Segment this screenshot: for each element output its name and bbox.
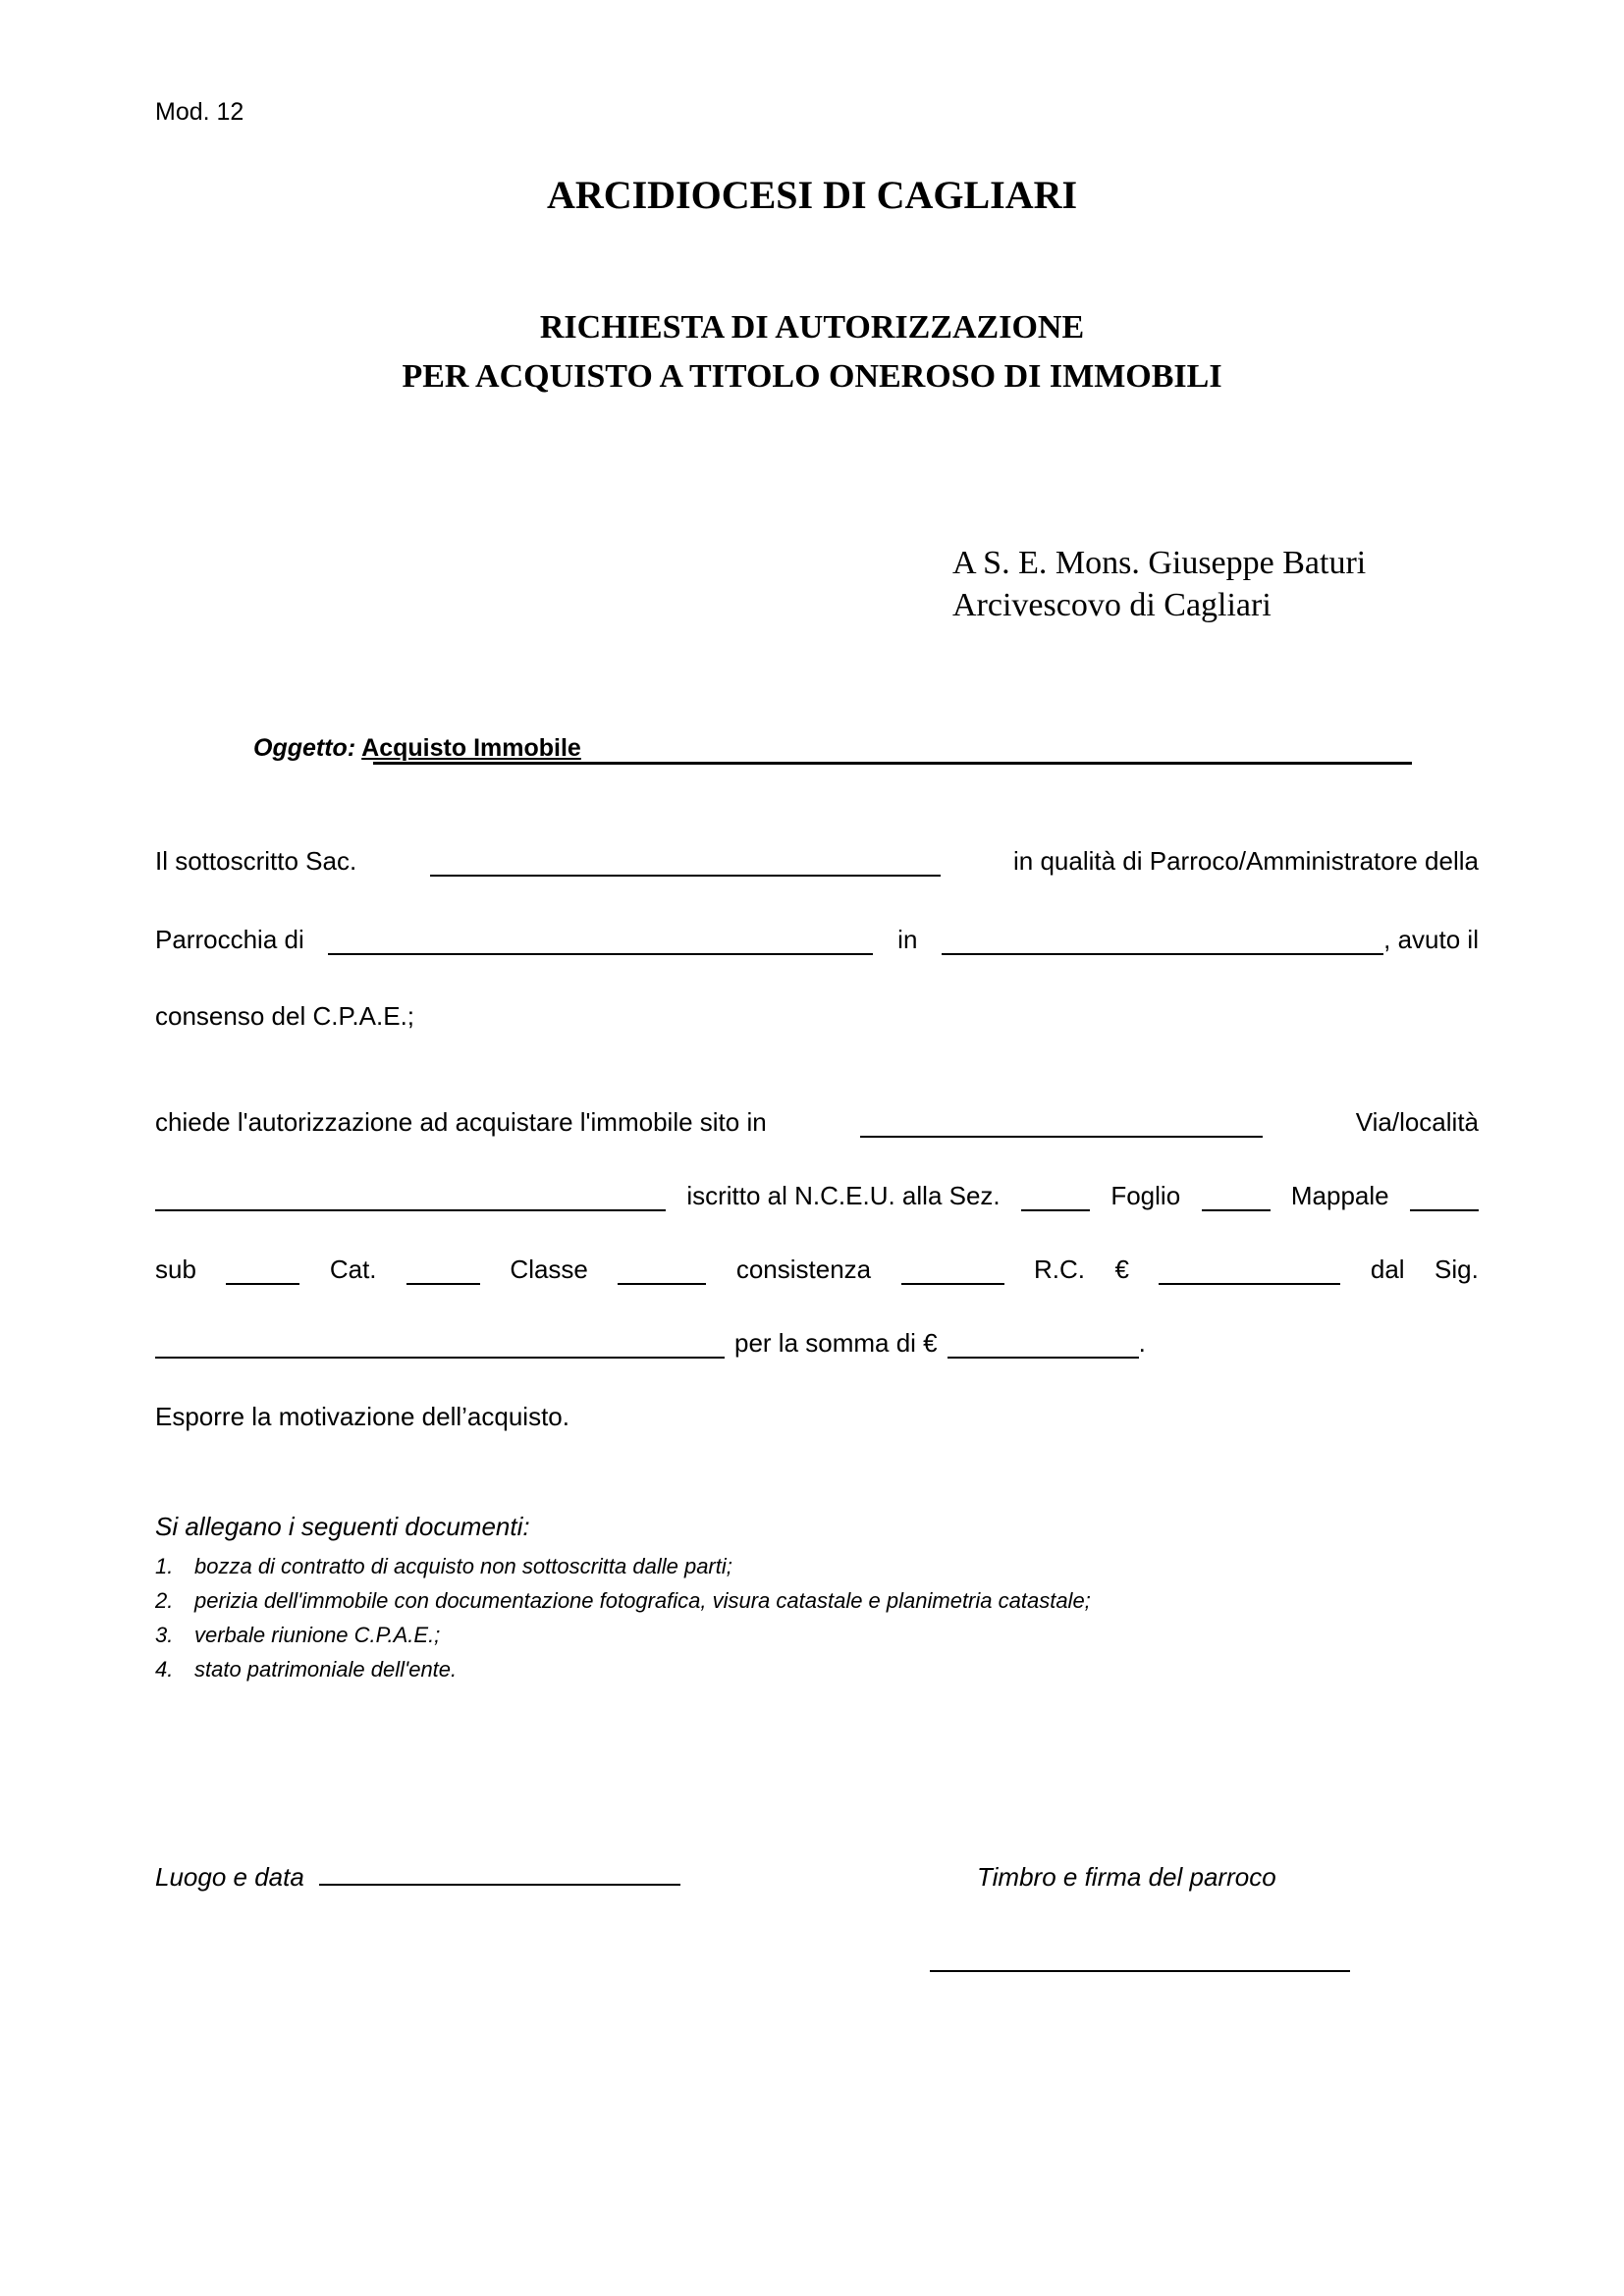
mr-label: Sig.	[1435, 1255, 1479, 1284]
parish-location-field[interactable]	[942, 932, 1383, 955]
attachment-item	[155, 1618, 1091, 1652]
parish-label: Parrocchia di	[155, 925, 304, 954]
amount-field[interactable]	[947, 1335, 1139, 1359]
sheet-label: Foglio	[1110, 1181, 1181, 1210]
request-text: chiede l'autorizzazione ad acquistare l'immobile sito in	[155, 1107, 767, 1137]
class-label: Classe	[510, 1255, 588, 1284]
attachment-number: 2.	[155, 1588, 174, 1613]
body-line-3	[155, 1001, 1479, 1032]
attachment-number: 1.	[155, 1554, 174, 1578]
size-label: consistenza	[735, 1255, 872, 1284]
subject-value: Acquisto Immobile	[361, 734, 581, 762]
consent-label: , avuto il	[1383, 925, 1479, 954]
place-date-field[interactable]	[319, 1862, 680, 1886]
category-field[interactable]	[406, 1261, 480, 1285]
attachment-item	[155, 1652, 1091, 1686]
role-label: in qualità di Parroco/Amministratore della	[1013, 846, 1479, 876]
attachment-number: 3.	[155, 1623, 174, 1647]
attachment-text: perizia dell'immobile con documentazione fotografica, visura catastale e planimetria catastale;	[194, 1588, 1091, 1613]
priest-name-field[interactable]	[430, 853, 941, 877]
attachment-text: bozza di contratto di acquisto non sottoscritta dalle parti;	[194, 1554, 732, 1578]
body-line-4	[155, 1107, 1479, 1138]
parish-in-label: in	[897, 925, 918, 954]
document-title-line2: PER ACQUISTO A TITOLO ONEROSO DI IMMOBILI	[402, 358, 1222, 395]
subject-label: Oggetto:	[253, 734, 356, 762]
from-label: dal	[1370, 1255, 1405, 1284]
signature-field[interactable]	[930, 1970, 1350, 1972]
body-line-8	[155, 1402, 1479, 1432]
attachment-text: stato patrimoniale dell'ente.	[194, 1657, 458, 1682]
sub-field[interactable]	[226, 1261, 299, 1285]
parish-name-field[interactable]	[328, 932, 873, 955]
signature-label: Timbro e firma del parroco	[977, 1862, 1276, 1892]
size-field[interactable]	[901, 1261, 1004, 1285]
attachment-text: verbale riunione C.P.A.E.;	[194, 1623, 441, 1647]
cadastral-income-field[interactable]	[1159, 1261, 1340, 1285]
organization-title: ARCIDIOCESI DI CAGLIARI	[546, 173, 1078, 217]
subject	[253, 734, 581, 763]
attachment-item	[155, 1549, 1091, 1583]
place-date	[155, 1862, 680, 1893]
addressee-title: Arcivescovo di Cagliari	[952, 587, 1272, 623]
body-line-1	[155, 846, 1479, 877]
attachment-number: 4.	[155, 1657, 174, 1682]
priest-label: Il sottoscritto Sac.	[155, 846, 357, 876]
attachments-title: Si allegano i seguenti documenti:	[155, 1512, 530, 1541]
address-label: Via/località	[1355, 1107, 1479, 1137]
category-label: Cat.	[329, 1255, 377, 1284]
subject-underline	[373, 762, 1412, 765]
parcel-label: Mappale	[1290, 1181, 1389, 1210]
sheet-field[interactable]	[1202, 1188, 1271, 1211]
place-date-label: Luogo e data	[155, 1862, 304, 1892]
document-title-line1: RICHIESTA DI AUTORIZZAZIONE	[539, 309, 1085, 346]
property-city-field[interactable]	[860, 1114, 1263, 1138]
property-address-field[interactable]	[155, 1188, 666, 1211]
body-line-7	[155, 1328, 1479, 1359]
section-field[interactable]	[1021, 1188, 1090, 1211]
seller-name-field[interactable]	[155, 1335, 725, 1359]
body-line-5	[155, 1181, 1479, 1211]
class-field[interactable]	[618, 1261, 706, 1285]
consent-text: consenso del C.P.A.E.;	[155, 1001, 415, 1031]
addressee-name: A S. E. Mons. Giuseppe Baturi	[952, 545, 1367, 581]
model-code: Mod. 12	[155, 98, 244, 126]
attachment-item	[155, 1583, 1091, 1618]
euro-symbol: €	[1114, 1255, 1129, 1284]
amount-end: .	[1138, 1328, 1146, 1358]
parcel-field[interactable]	[1410, 1188, 1479, 1211]
attachments-list	[155, 1549, 1091, 1686]
amount-label: per la somma di €	[734, 1328, 938, 1358]
rc-label: R.C.	[1034, 1255, 1086, 1284]
body-line-6	[155, 1255, 1479, 1285]
motivation-text: Esporre la motivazione dell’acquisto.	[155, 1402, 569, 1431]
registry-label: iscritto al N.C.E.U. alla Sez.	[686, 1181, 1001, 1210]
body-line-2	[155, 925, 1479, 955]
sub-label: sub	[155, 1255, 196, 1284]
